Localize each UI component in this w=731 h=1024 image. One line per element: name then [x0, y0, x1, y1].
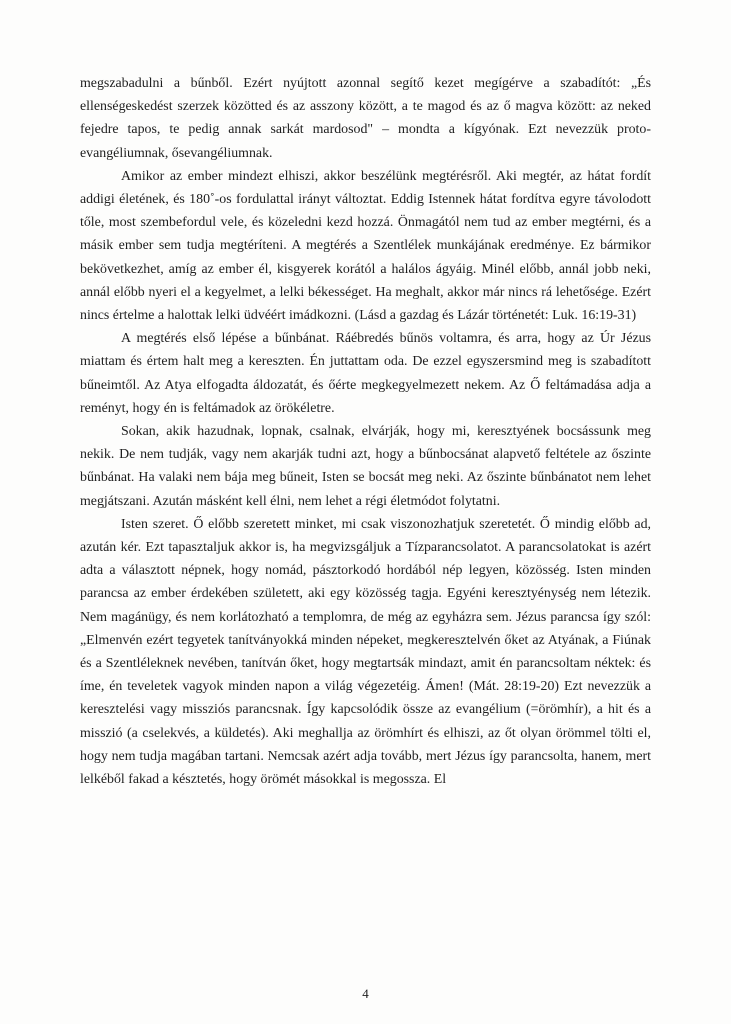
body-text [80, 72, 651, 791]
page-number: 4 [362, 986, 369, 1001]
paragraph-2: Amikor az ember mindezt elhiszi, akkor beszélünk megtérésről. Aki megtér, az hátat fordít addigi életének, és 180˚-os fordulattal irányt változtat. Eddig Istennek hátat fordítva egyre távolodott tőle, most szembefordul vele, és közeledni kezd hozzá. Önmagától nem tud az ember megtérni, és a másik ember sem tudja megtéríteni. A megtérés a Szentlélek munkájának eredménye. Ez bármikor bekövetkezhet, amíg az ember él, kisgyerek korától a halálos ágyáig. Minél előbb, annál jobb neki, annál előbb nyeri el a kegyelmet, a lelki békességet. Ha meghalt, akkor már nincs rá lehetősége. Ezért nincs értelme a halottak lelki üdvéért imádkozni. (Lásd a gazdag és Lázár történetét: Luk. 16:19-31) [80, 168, 651, 324]
paragraph-3: A megtérés első lépése a bűnbánat. Ráébredés bűnös voltamra, és arra, hogy az Úr Jézus miattam és értem halt meg a kereszten. Én juttattam oda. De ezzel egyszersmind meg is szabadított bűneimtől. Az Atya elfogadta áldozatát, és őérte megkegyelmezett nekem. Az Ő feltámadása adja a reményt, hogy én is feltámadok az örökéletre. [80, 331, 651, 416]
paragraph-1: megszabadulni a bűnből. Ezért nyújtott azonnal segítő kezet megígérve a szabadítót: „És ellenségeskedést szerzek közötted és az asszony között, a te magod és az ő magva között: az neked fejedre tapos, te pedig annak sarkát mardosod" – mondta a kígyónak. Ezt nevezzük proto-evangéliumnak, ősevangéliumnak. [80, 76, 651, 161]
paragraph-4: Sokan, akik hazudnak, lopnak, csalnak, elvárják, hogy mi, keresztyének bocsássunk meg nekik. De nem tudják, vagy nem akarják tudni azt, hogy a bűnbocsánat alapvető feltétele az őszinte bűnbánat. Ha valaki nem bája meg bűneit, Isten se bocsát meg neki. Az őszinte bűnbánatot nem lehet megjátszani. Azután másként kell élni, nem lehet a régi életmódot folytatni. [80, 424, 651, 509]
paragraph-5: Isten szeret. Ő előbb szeretett minket, mi csak viszonozhatjuk szeretetét. Ő mindig előbb ad, azután kér. Ezt tapasztaljuk akkor is, ha megvizsgáljuk a Tízparancsolatot. A parancsolatokat is azért adta a választott népnek, hogy nomád, pásztorkodó hordából nép legyen, közösség. Isten minden parancsa az ember érdekében született, aki egy közösség tagja. Egyéni keresztyénység nem létezik. Nem magánügy, és nem korlátozható a templomra, de még az egyházra sem. Jézus parancsa így szól: „Elmenvén ezért tegyetek tanítványokká minden népeket, megkeresztelvén őket az Atyának, a Fiúnak és a Szentléleknek nevében, tanítván őket, hogy megtartsák mindazt, amit én parancsoltam néktek: és íme, én teveletek vagyok minden napon a világ végezetéig. Ámen! (Mát. 28:19-20) Ezt nevezzük a keresztelési vagy missziós parancsnak. Így kapcsolódik össze az evangélium (=örömhír), a hit és a misszió (a cselekvés, a küldetés). Aki meghallja az örömhírt és elhiszi, az őt olyan örömmel tölti el, hogy nem tudja magában tartani. Nemcsak azért adja tovább, mert Jézus így parancsolta, hanem, mert lelkéből fakad a késztetés, hogy örömét másokkal is megossza. El [80, 516, 651, 788]
